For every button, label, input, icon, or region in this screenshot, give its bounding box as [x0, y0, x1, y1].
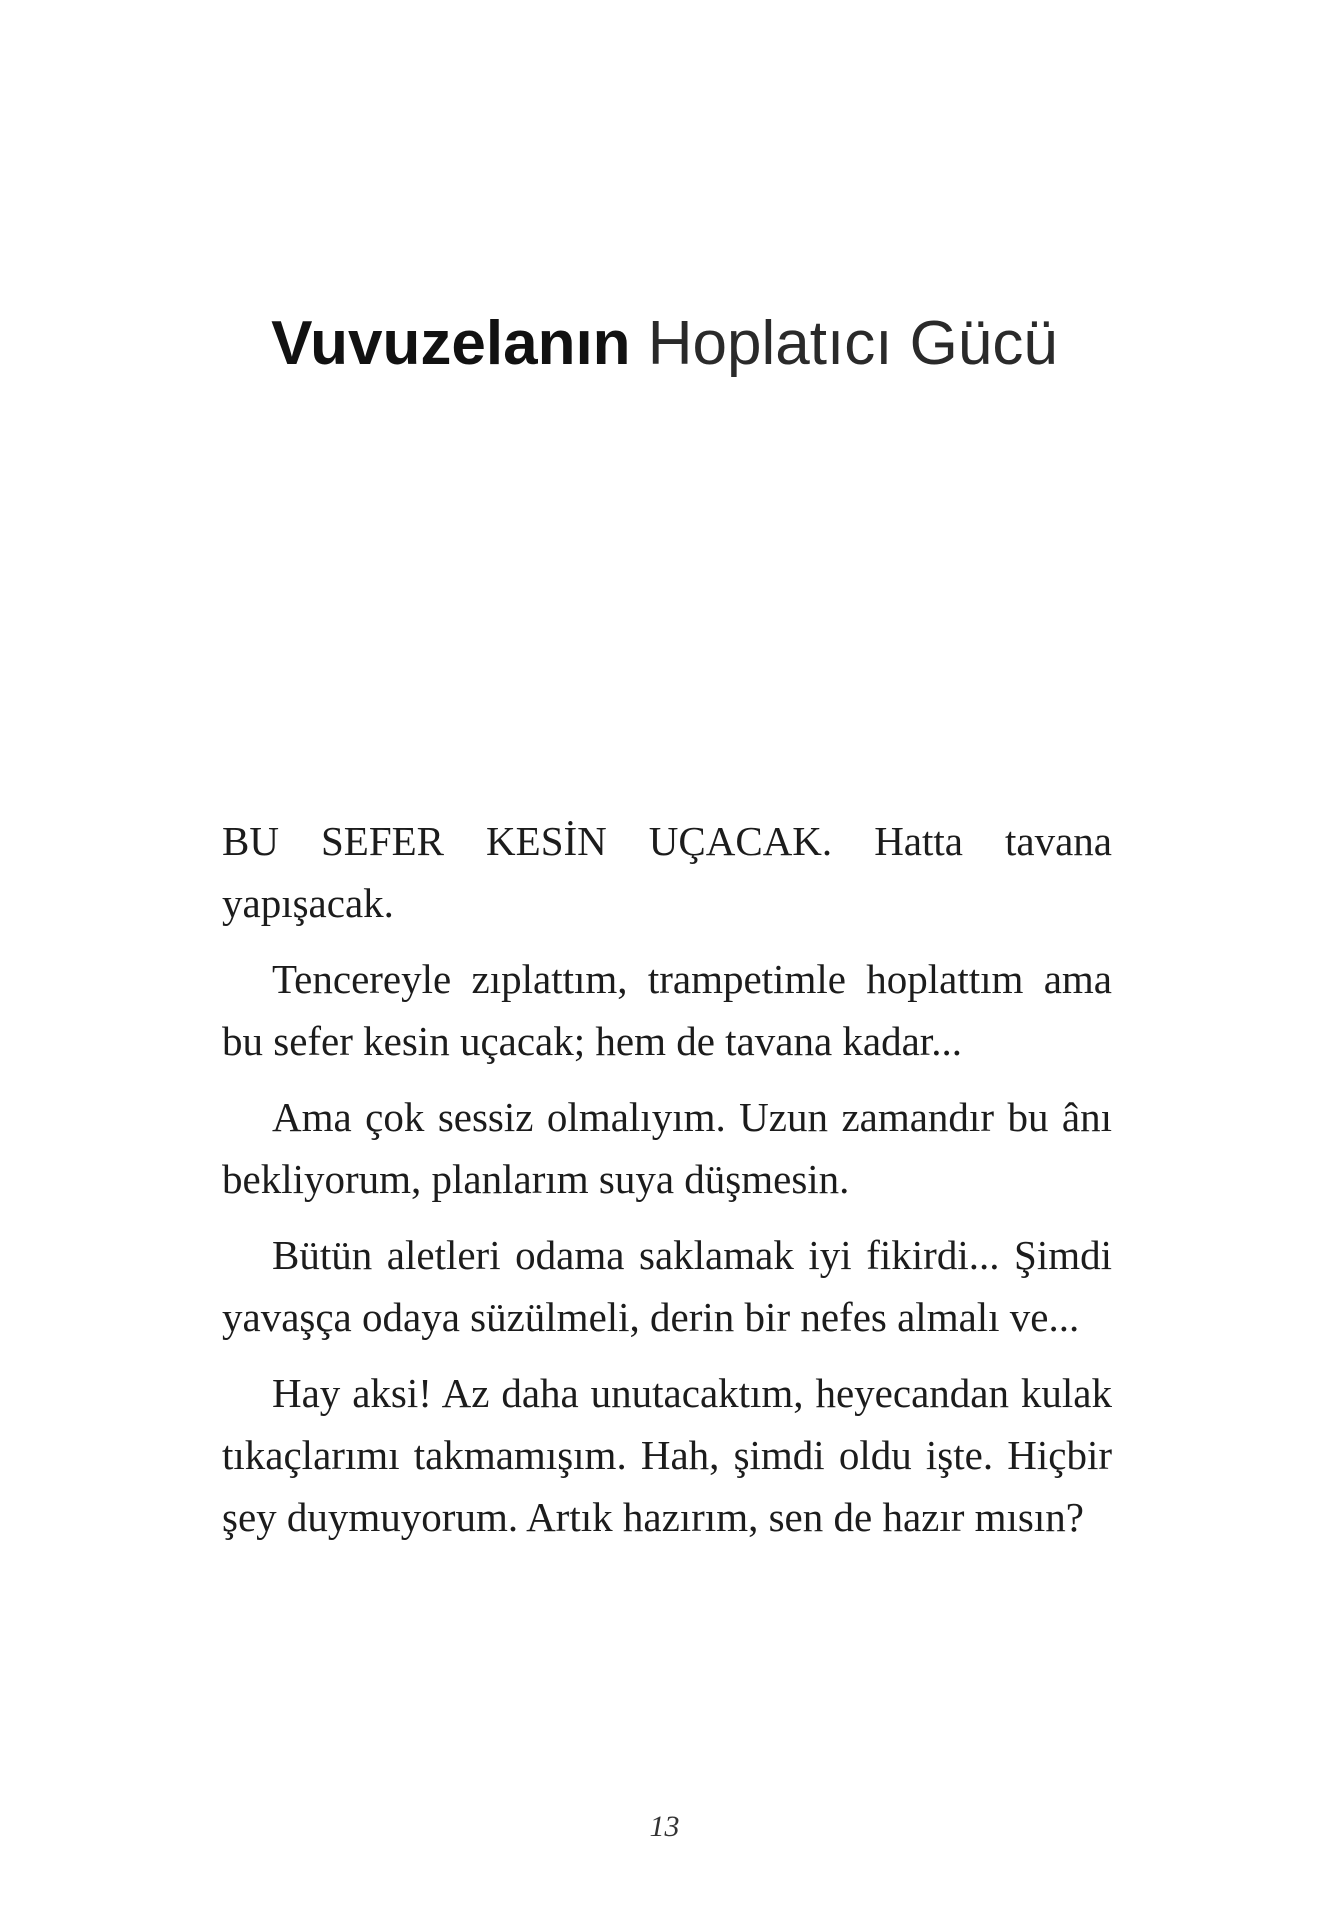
- paragraph-2: Tencereyle zıplattım, trampetimle hoplattım ama bu sefer kesin uçacak; hem de tavana kadar...: [222, 956, 1112, 1064]
- paragraph-3: Ama çok sessiz olmalıyım. Uzun zamandır bu ânı bekliyorum, planlarım suya düşmesin.: [222, 1094, 1112, 1202]
- paragraph-1: BU SEFER KESİN UÇACAK. Hatta tavana yapışacak.: [222, 818, 1112, 926]
- chapter-title-rest: Hoplatıcı Gücü: [647, 308, 1058, 378]
- chapter-title: [0, 304, 1329, 384]
- chapter-body: [222, 810, 1112, 1562]
- paragraph-4: Bütün aletleri odama saklamak iyi fikirdi... Şimdi yavaşça odaya süzülmeli, derin bir nefes almalı ve...: [222, 1232, 1112, 1340]
- page-number: 13: [649, 1810, 680, 1843]
- chapter-title-main: Vuvuzelanın: [271, 308, 631, 378]
- paragraph-5: Hay aksi! Az daha unutacaktım, heyecandan kulak tıkaçlarımı takmamışım. Hah, şimdi oldu işte. Hiçbir şey duymuyorum. Artık hazırım, sen de hazır mısın?: [222, 1370, 1112, 1540]
